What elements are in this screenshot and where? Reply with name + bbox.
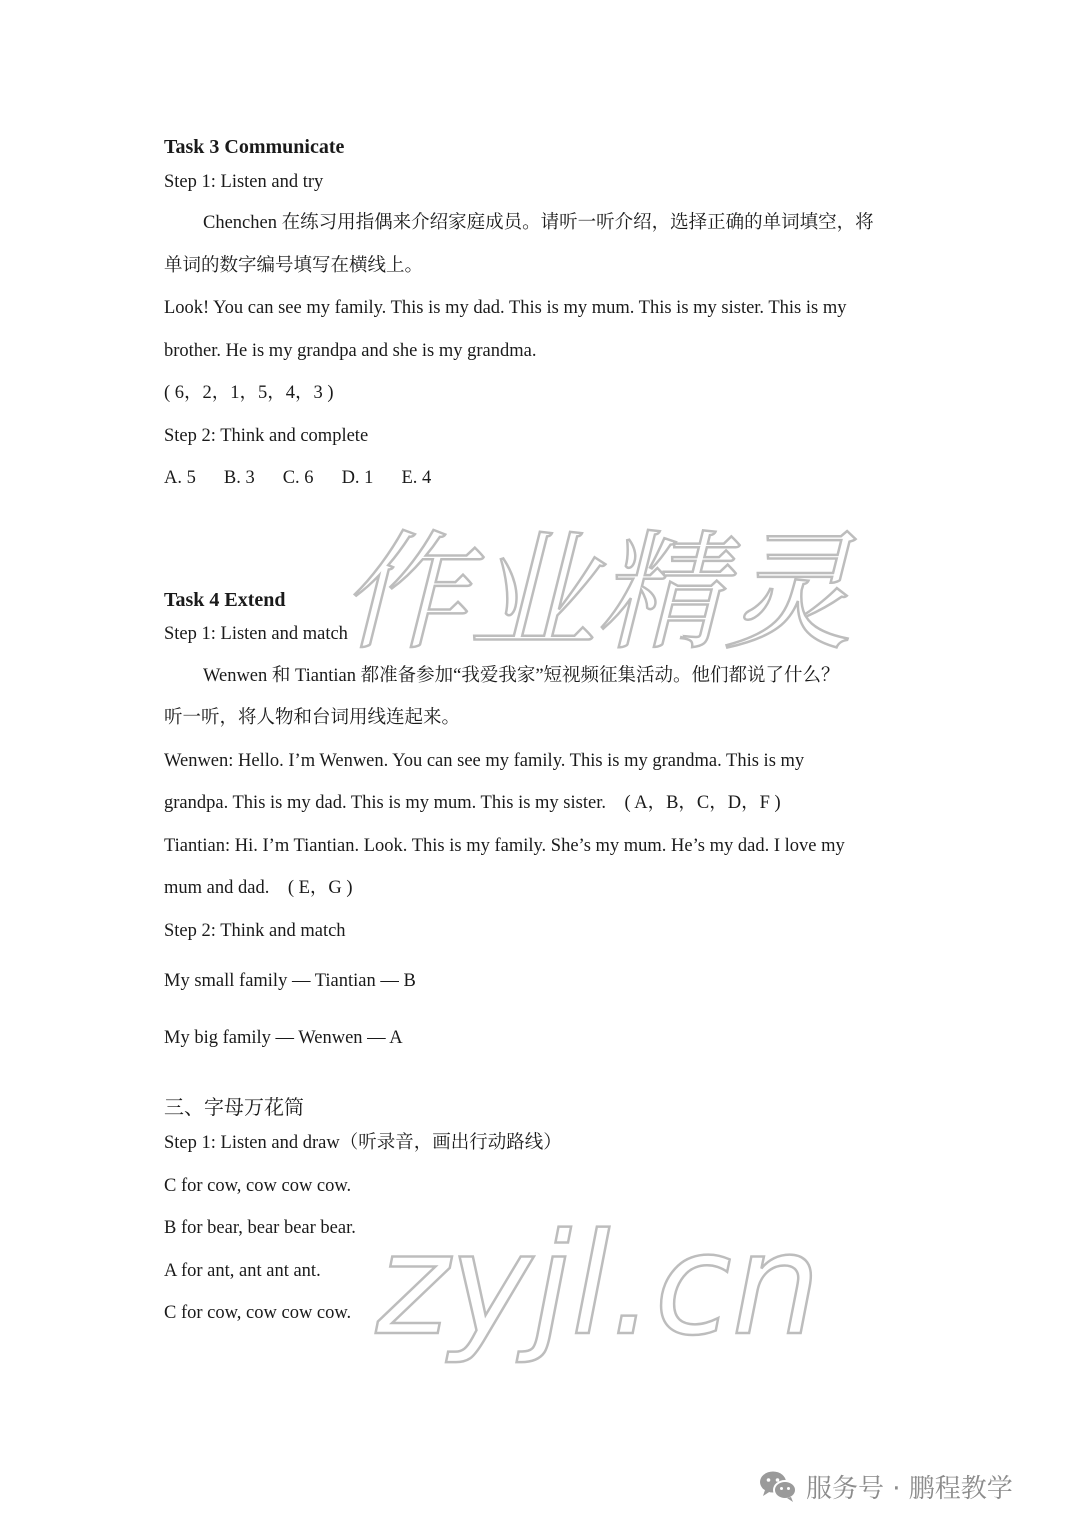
option-b: B. 3	[223, 468, 255, 488]
footer-text: 服务号 · 鹏程教学	[806, 1473, 1013, 1504]
chant-line-2: B for bear, bear bear bear.	[164, 1218, 356, 1238]
section3-step1: Step 1: Listen and draw（听录音，画出行动路线）	[164, 1133, 562, 1153]
task3-step2: Step 2: Think and complete	[164, 426, 369, 446]
svg-text:作业精灵: 作业精灵	[340, 519, 853, 665]
task3-instruction-line1: Chenchen 在练习用指偶来介绍家庭成员。请听一听介绍，选择正确的单词填空，将	[203, 213, 874, 233]
task3-instruction-line2: 单词的数字编号填写在横线上。	[164, 256, 424, 276]
task4-wenwen-line2: grandpa. This is my dad. This is my mum. This is my sister. ( A，B，C，D，F )	[164, 793, 781, 813]
task3-options	[164, 469, 431, 488]
task4-wenwen-line1: Wenwen: Hello. I’m Wenwen. You can see my family. This is my grandma. This is my	[164, 751, 805, 771]
task4-instruction-line1: Wenwen 和 Tiantian 都准备参加“我爱我家”短视频征集活动。他们都说了什么？	[203, 666, 840, 686]
task3-answer: ( 6，2，1，5，4，3 )	[164, 383, 334, 403]
task4-match-big-family: My big family — Wenwen — A	[164, 1028, 403, 1048]
task3-title: Task 3 Communicate	[164, 136, 345, 158]
task4-tiantian-line2: mum and dad. ( E，G )	[164, 878, 353, 898]
task4-match-small-family: My small family — Tiantian — B	[164, 971, 416, 991]
task3-script-line2: brother. He is my grandpa and she is my grandma.	[164, 341, 537, 361]
task4-step2: Step 2: Think and match	[164, 921, 346, 941]
task4-tiantian-line1: Tiantian: Hi. I’m Tiantian. Look. This is my family. She’s my mum. He’s my dad. I love my	[164, 836, 845, 856]
wechat-icon	[758, 1469, 798, 1503]
task3-script-line1: Look! You can see my family. This is my dad. This is my mum. This is my sister. This is my	[164, 298, 847, 318]
chant-line-4: C for cow, cow cow cow.	[164, 1303, 352, 1323]
task4-step1: Step 1: Listen and match	[164, 624, 348, 644]
watermark-zuoyejingling	[330, 505, 860, 665]
task4-title: Task 4 Extend	[164, 589, 286, 611]
task4-instruction-line2: 听一听，将人物和台词用线连起来。	[164, 708, 461, 728]
section3-title: 三、字母万花筒	[164, 1097, 304, 1119]
option-d: D. 1	[341, 468, 374, 488]
task3-step1: Step 1: Listen and try	[164, 172, 324, 192]
option-c: C. 6	[282, 468, 314, 488]
option-e: E. 4	[401, 468, 432, 488]
option-a: A. 5	[164, 468, 196, 488]
chant-line-3: A for ant, ant ant ant.	[164, 1261, 321, 1281]
chant-line-1: C for cow, cow cow cow.	[164, 1176, 352, 1196]
footer-wechat-mark	[758, 1466, 1013, 1506]
svg-text:zyjl.cn: zyjl.cn	[376, 1204, 821, 1367]
watermark-zyjl	[370, 1185, 840, 1370]
